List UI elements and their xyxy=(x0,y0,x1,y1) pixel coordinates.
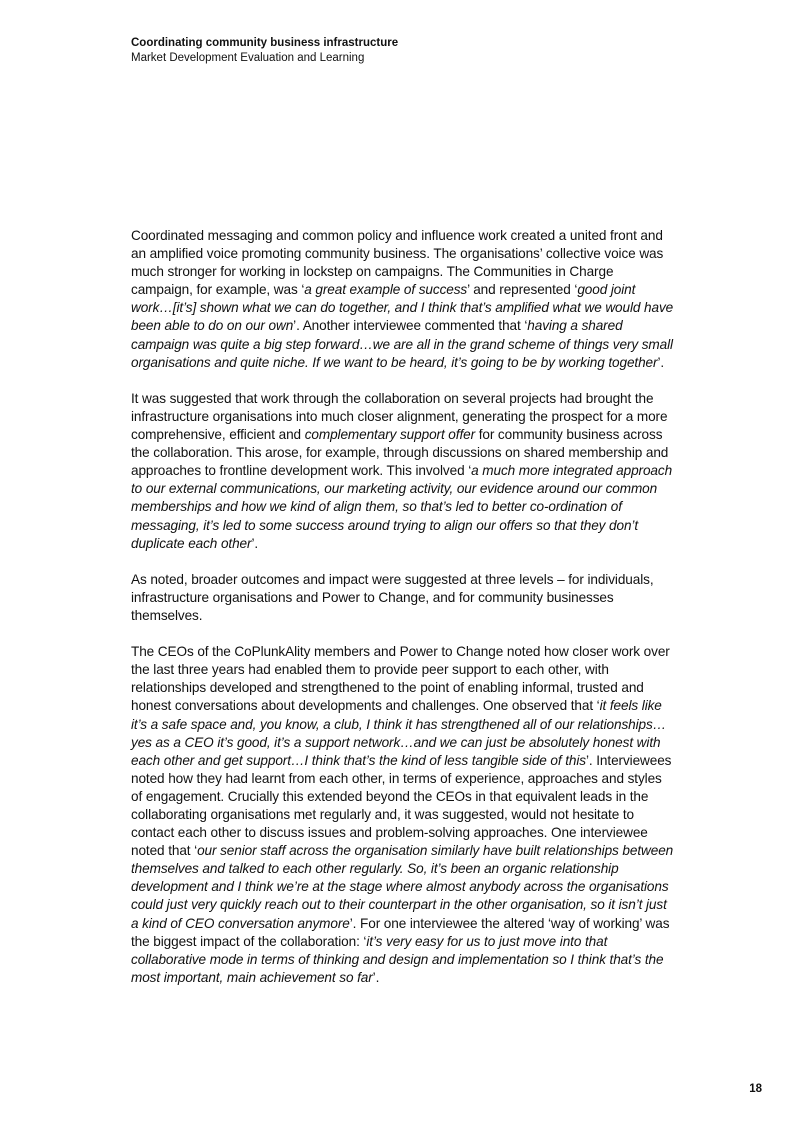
page-number: 18 xyxy=(749,1083,762,1095)
quote-run: a much more integrated approach to our external communications, our marketing activity, our evidence around our common memberships and how we kind of align them, so that’s led to better co-ordination of messaging, it’s led to some success around trying to align our offers so that they don’t duplicate each other xyxy=(131,463,673,551)
running-header xyxy=(131,36,398,66)
paragraph-1 xyxy=(131,227,676,372)
paragraph-3 xyxy=(131,571,676,625)
text-run: ’. xyxy=(657,354,665,370)
header-title: Coordinating community business infrastructure xyxy=(131,37,399,49)
text-run: ’. xyxy=(372,969,380,985)
quote-run: it’s very easy for us to just move into that collaborative mode in terms of thinking and design and implementation so I think that’s the most important, main achievement so far xyxy=(131,933,664,985)
text-run: for community business across the collaboration. This arose, for example, through discussions on shared membership and approaches to frontline development work. This involved ‘ xyxy=(131,427,669,479)
text-run: ’ and represented ‘ xyxy=(467,282,578,298)
text-run: ’. Interviewees noted how they had learnt from each other, in terms of experience, approaches and styles of engagement. Crucially this extended beyond the CEOs in that equivalent leads in the collaborating organisations met regularly and, it was suggested, would not hesitate to contact each other to discuss issues and problem-solving approaches. One interviewee noted that ‘ xyxy=(131,752,672,859)
text-run: ’. xyxy=(251,535,259,551)
text-run: It was suggested that work through the collaboration on several projects had brought the infrastructure organisations into much closer alignment, generating the prospect for a more comprehensive, efficient and xyxy=(131,390,668,443)
paragraph-2 xyxy=(131,390,676,553)
text-run: ’. For one interviewee the altered ‘way of working’ was the biggest impact of the collaboration: ‘ xyxy=(131,915,670,949)
text-run: ’. Another interviewee commented that ‘ xyxy=(293,318,528,334)
quote-run: complementary support offer xyxy=(304,427,476,443)
header-subtitle: Market Development Evaluation and Learning xyxy=(131,52,365,64)
body-text xyxy=(131,227,676,1005)
quote-run: our senior staff across the organisation similarly have built relationships between themselves and talked to each other regularly. So, it’s been an organic relationship development and I think we’re at the stage where almost anybody across the organisations could just very quickly reach out to their counterpart in the other organisation, so it isn’t just a kind of CEO conversation anymore xyxy=(131,843,674,931)
text-run: Coordinated messaging and common policy and influence work created a united front and an amplified voice promoting community business. The organisations’ collective voice was much stronger for working in lockstep on campaigns. The Communities in Charge campaign, for example, was ‘ xyxy=(131,228,664,298)
quote-run: it feels like it’s a safe space and, you know, a club, I think it has strengthened all of our relationships…yes as a CEO it’s good, it’s a support network…and we can just be absolutely honest with each other and get support…I think that’s the kind of less tangible side of this xyxy=(131,698,667,768)
text-run: As noted, broader outcomes and impact were suggested at three levels – for individuals, infrastructure organisations and Power to Change, and for community businesses themselves. xyxy=(131,571,654,623)
quote-run: having a shared campaign was quite a big step forward…we are all in the grand scheme of things very small organisations and quite niche. If we want to be heard, it’s going to be by working together xyxy=(131,318,673,370)
paragraph-4 xyxy=(131,643,676,987)
quote-run: a great example of success xyxy=(304,282,468,298)
text-run: The CEOs of the CoPlunkAlity members and Power to Change noted how closer work over the last three years had enabled them to provide peer support to each other, with relationships developed and strengthened to the point of enabling informal, trusted and honest conversations about developments and challenges. One observed that ‘ xyxy=(131,644,670,714)
quote-run: good joint work…[it’s] shown what we can do together, and I think that’s amplified what we would have been able to do on our own xyxy=(131,282,674,334)
